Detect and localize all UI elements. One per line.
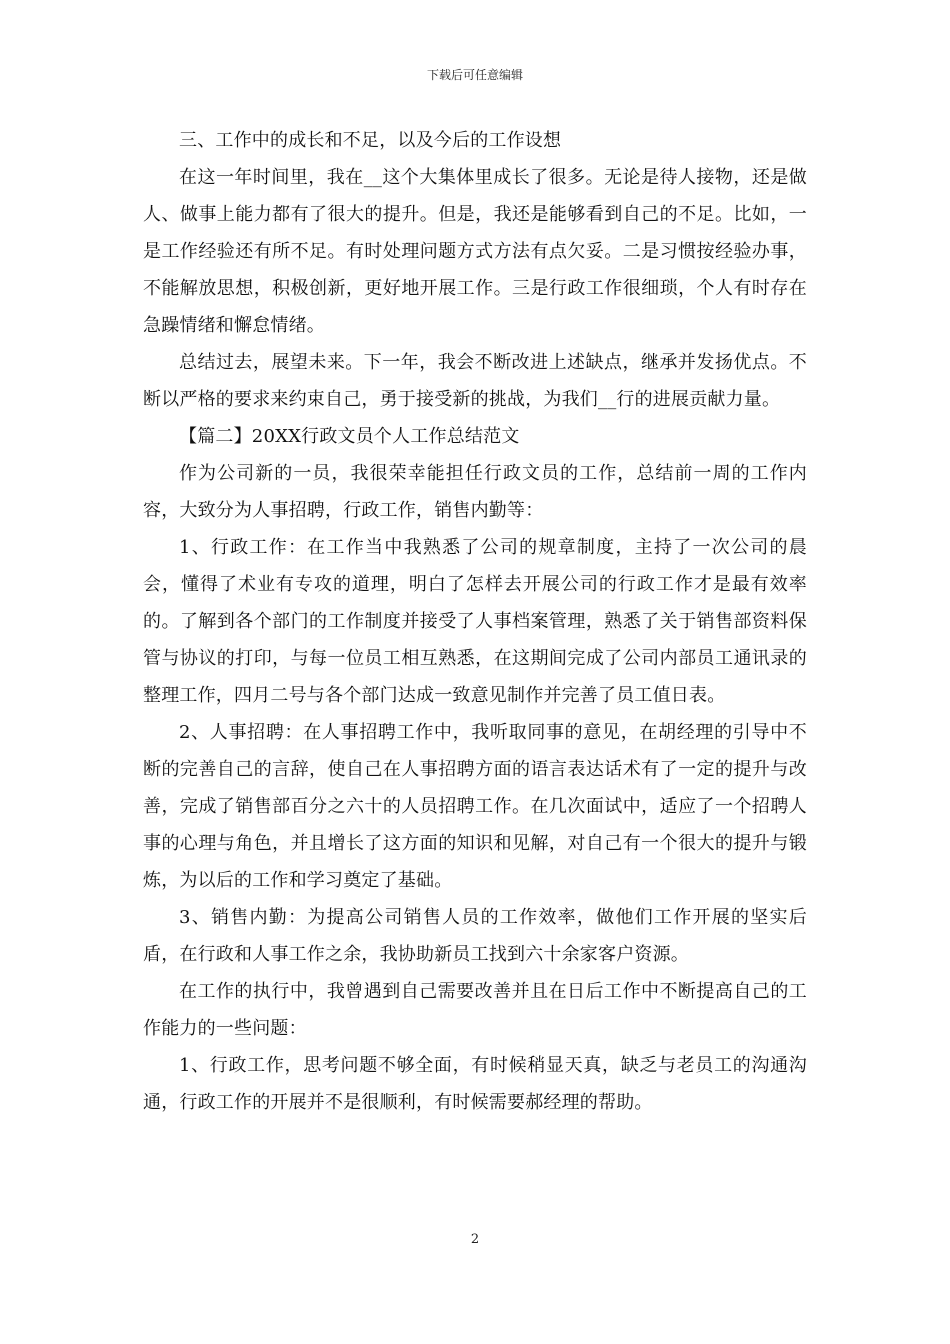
document-body: [143, 122, 807, 1121]
page-number: 2: [470, 1232, 480, 1247]
paragraph: 1、行政工作，思考问题不够全面，有时候稍显天真，缺乏与老员工的沟通沟通，行政工作的开展并不是很顺利，有时候需要郝经理的帮助。: [143, 1055, 807, 1113]
paragraph: 在这一年时间里，我在__这个大集体里成长了很多。无论是待人接物，还是做人、做事上能力都有了很大的提升。但是，我还是能够看到自己的不足。比如，一是工作经验还有所不足。有时处理问题方式方法有点欠妥。二是习惯按经验办事，不能解放思想，积极创新，更好地开展工作。三是行政工作很细琐，个人有时存在急躁情绪和懈怠情绪。: [143, 167, 807, 336]
article-title: 【篇二】20XX行政文员个人工作总结范文: [179, 426, 520, 447]
paragraph: 1、行政工作：在工作当中我熟悉了公司的规章制度，主持了一次公司的晨会，懂得了术业有专攻的道理，明白了怎样去开展公司的行政工作才是最有效率的。了解到各个部门的工作制度并接受了人事档案管理，熟悉了关于销售部资料保管与协议的打印，与每一位员工相互熟悉，在这期间完成了公司内部员工通讯录的整理工作，四月二号与各个部门达成一致意见制作并完善了员工值日表。: [143, 537, 807, 706]
paragraph: 作为公司新的一员，我很荣幸能担任行政文员的工作，总结前一周的工作内容，大致分为人事招聘，行政工作，销售内勤等：: [143, 463, 807, 521]
paragraph: 3、销售内勤：为提高公司销售人员的工作效率，做他们工作开展的坚实后盾，在行政和人事工作之余，我协助新员工找到六十余家客户资源。: [143, 907, 807, 965]
paragraph: 2、人事招聘：在人事招聘工作中，我听取同事的意见，在胡经理的引导中不断的完善自己的言辞，使自己在人事招聘方面的语言表达话术有了一定的提升与改善，完成了销售部百分之六十的人员招聘工作。在几次面试中，适应了一个招聘人事的心理与角色，并且增长了这方面的知识和见解，对自己有一个很大的提升与锻炼，为以后的工作和学习奠定了基础。: [143, 722, 807, 891]
paragraph: 总结过去，展望未来。下一年，我会不断改进上述缺点，继承并发扬优点。不断以严格的要求来约束自己，勇于接受新的挑战，为我们__行的进展贡献力量。: [143, 352, 807, 410]
section-heading: 三、工作中的成长和不足，以及今后的工作设想: [179, 130, 562, 151]
header-note: 下载后可任意编辑: [426, 68, 523, 82]
paragraph: 在工作的执行中，我曾遇到自己需要改善并且在日后工作中不断提高自己的工作能力的一些问题：: [143, 981, 807, 1039]
